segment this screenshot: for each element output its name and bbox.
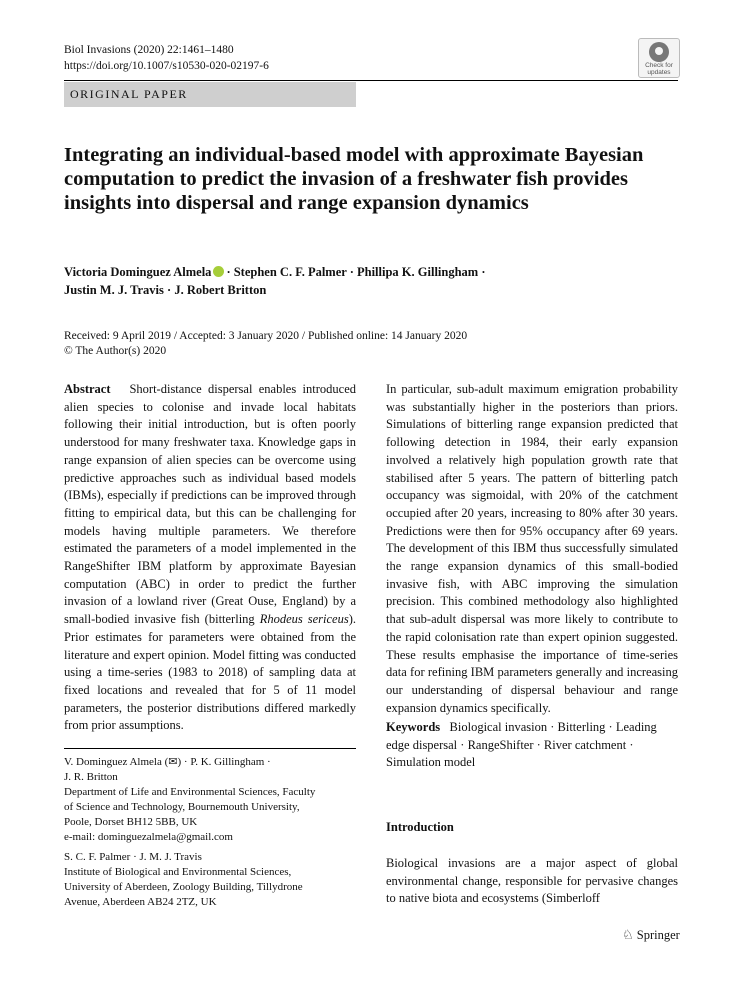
footnote-rule <box>64 748 356 749</box>
author-email[interactable]: e-mail: dominguezalmela@gmail.com <box>64 831 233 843</box>
introduction-heading: Introduction <box>386 820 454 834</box>
journal-citation: Biol Invasions (2020) 22:1461–1480 <box>64 44 234 56</box>
species-name: Rhodeus sericeus <box>259 612 349 627</box>
abstract-column-2: In particular, sub-adult maximum emigration probability was substantially higher in the posteriors than priors. Simulations of bitterling range expansion predicted that following detection in 1984, their early expansion involved a relatively high population growth rate that stabilised after 5 years. The pattern of bitterling patch occupancy was sigmoidal, with 20% of the catchment occupied after 20 years, increasing to 80% after 30 years. Predictions were then for 95% occupancy after 69 years. The development of this IBM thus successfully simulated the range expansion dynamics of this small-bodied invasive fish, with ABC improving the simulation precision. This combined methodology also highlighted that sub-adult dispersal was more likely to contribute to the rapid colonisation rate than expert opinion suggested. These results emphasise the importance of time-series data for refining IBM parameters generally and increasing our understanding of dispersal behaviour and range expansion dynamics specifically. <box>386 382 678 715</box>
keywords-text: Biological invasion · Bitterling · Leading edge dispersal · RangeShifter · River catchment · Simulation model <box>386 720 657 770</box>
article-title: Integrating an individual-based model with approximate Bayesian computation to predict the invasion of a freshwater fish provides insights into dispersal and range expansion dynamics <box>64 144 644 214</box>
check-for-updates-badge[interactable]: Check for updates <box>638 38 680 78</box>
abstract-label: Abstract <box>64 382 111 396</box>
abstract-part2: ). Prior estimates for parameters were obtained from the literature and expert opinion. Model fitting was conducted using a time-series (1983 to 2018) of sampling data at fixed locations and revealed that for 5 of 11 model parameters, the posterior distributions differed markedly from prior assumptions. <box>64 612 356 733</box>
history-dates: Received: 9 April 2019 / Accepted: 3 January 2020 / Published online: 14 January 2020 <box>64 330 468 342</box>
keywords-label: Keywords <box>386 720 441 734</box>
author-first[interactable]: Victoria Dominguez Almela <box>64 265 212 279</box>
orcid-icon[interactable] <box>213 266 224 277</box>
keywords <box>386 719 678 772</box>
abstract-column-1 <box>64 381 356 735</box>
header-rule <box>64 80 678 81</box>
article-dates <box>64 329 664 359</box>
introduction-text: Biological invasions are a major aspect of global environmental change, responsible for pervasive changes to native biota and ecosystems (Simberloff <box>386 856 678 906</box>
author-others[interactable]: · Stephen C. F. Palmer · Phillipa K. Gillingham · <box>226 265 486 279</box>
copyright: © The Author(s) 2020 <box>64 345 167 357</box>
bookmark-icon <box>649 42 669 62</box>
abstract-part1: Short-distance dispersal enables introduced alien species to colonise and invade local habitats following their initial introduction, but is often poorly understood for many freshwater taxa. Knowledge gaps in range expansion of alien species can be overcome using predictive approaches such as individual based models (IBMs), especially if predictions can be improved through fitting to empirical data, but this can be challenging for models having multiple parameters. We therefore estimated the parameters of a model implemented in the RangeShifter IBM platform by approximate Bayesian computation (ABC) in order to predict the further invasion of a lowland river (Great Ouse, England) by a small-bodied invasive fish (bitterling <box>64 382 356 627</box>
publisher-logo <box>622 928 680 943</box>
doi-link[interactable]: https://doi.org/10.1007/s10530-020-02197-6 <box>64 60 269 72</box>
journal-header <box>64 42 269 74</box>
affiliation-1: V. Dominguez Almela (✉) · P. K. Gillingham · J. R. Britton Department of Life and Environmental Sciences, Faculty of Science and Technology, Bournemouth University, Poole, Dorset BH12 5BB, UK e-mail: dominguezalmela@gmail.com <box>64 755 356 845</box>
author-list <box>64 263 664 299</box>
affiliation-2: S. C. F. Palmer · J. M. J. Travis Institute of Biological and Environmental Sciences, University of Aberdeen, Zoology Building, Tillydrone Avenue, Aberdeen AB24 2TZ, UK <box>64 851 303 908</box>
springer-horse-icon: ♘ <box>622 928 634 943</box>
author-line2[interactable]: Justin M. J. Travis · J. Robert Britton <box>64 283 267 297</box>
article-type-bar: ORIGINAL PAPER <box>64 82 356 107</box>
publisher-name: Springer <box>636 928 680 942</box>
